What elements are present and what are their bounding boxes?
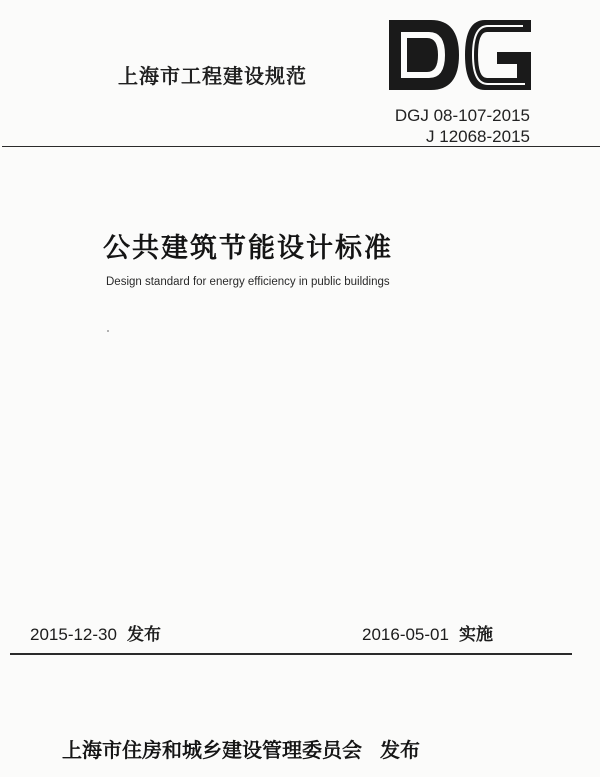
publish-date-value: 2015-12-30	[30, 625, 117, 644]
top-divider	[2, 146, 600, 147]
series-name: 上海市工程建设规范	[118, 64, 307, 88]
effective-word: 实施	[458, 625, 493, 645]
issuer	[62, 734, 420, 763]
publish-word: 发布	[126, 625, 161, 645]
record-number: J 12068-2015	[426, 127, 530, 146]
scan-speck	[107, 330, 109, 332]
effective-date	[362, 620, 493, 645]
publish-date	[30, 620, 161, 645]
issuer-word: 发布	[380, 738, 420, 762]
standard-code: DGJ 08-107-2015	[394, 106, 530, 125]
title-chinese: 公共建筑节能设计标准	[103, 233, 393, 264]
dg-logo	[385, 16, 535, 94]
bottom-divider	[10, 653, 572, 655]
effective-date-value: 2016-05-01	[362, 625, 449, 644]
issuer-name: 上海市住房和城乡建设管理委员会	[62, 738, 362, 762]
title-english: Design standard for energy efficiency in public buildings	[106, 276, 390, 288]
